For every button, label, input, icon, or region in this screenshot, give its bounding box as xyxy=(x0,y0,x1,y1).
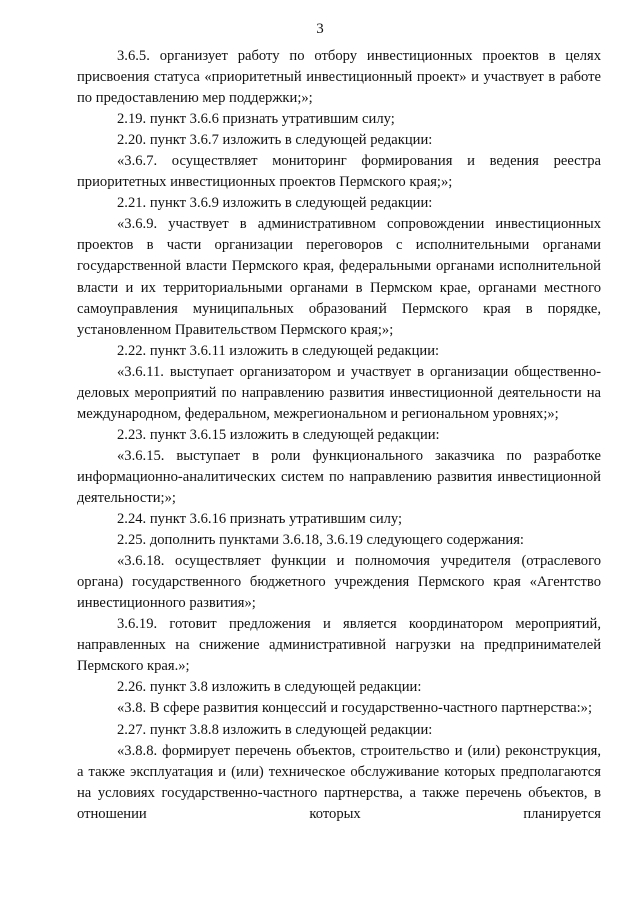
paragraph-2-20: 2.20. пункт 3.6.7 изложить в следующей редакции: xyxy=(117,132,433,149)
paragraph-2-25: 2.25. дополнить пунктами 3.6.18, 3.6.19 следующего содержания: xyxy=(117,532,524,549)
paragraph-2-21: 2.21. пункт 3.6.9 изложить в следующей редакции: xyxy=(117,195,433,212)
paragraph-2-22: 2.22. пункт 3.6.11 изложить в следующей редакции: xyxy=(117,342,440,359)
document-body xyxy=(77,46,601,825)
paragraph-2-19: 2.19. пункт 3.6.6 признать утратившим силу; xyxy=(117,111,395,128)
paragraph-3-8-8-text: «3.8.8. формирует перечень объектов, строительство и (или) реконструкция, а также эксплуатация и (или) техническое обслуживание которых предполагаются на условиях государственно-частного партнерства, а также перечень объектов, в отношении которых планируется xyxy=(77,742,601,822)
paragraph-3-6-19-text: 3.6.19. готовит предложения и является координатором мероприятий, направленных на снижение административной нагрузки на предпринимателей Пермского края.»; xyxy=(77,616,601,675)
paragraph-3-6-15-text: «3.6.15. выступает в роли функционального заказчика по разработке информационно-аналитических систем по направлению развития инвестиционной деятельности;»; xyxy=(77,447,601,506)
paragraph-3-6-11-text: «3.6.11. выступает организатором и участвует в организации общественно-деловых мероприятий по направлению развития инвестиционной деятельности на международном, федеральном, межрегиональном и региональном уровнях;»; xyxy=(77,363,601,422)
paragraph-2-23: 2.23. пункт 3.6.15 изложить в следующей редакции: xyxy=(117,426,440,443)
paragraph-2-24: 2.24. пункт 3.6.16 признать утратившим силу; xyxy=(117,511,403,528)
page-number: 3 xyxy=(316,21,324,37)
paragraph-2-27: 2.27. пункт 3.8.8 изложить в следующей редакции: xyxy=(117,721,433,738)
paragraph-2-26: 2.26. пункт 3.8 изложить в следующей редакции: xyxy=(117,679,422,696)
paragraph-3-6-18-text: «3.6.18. осуществляет функции и полномочия учредителя (отраслевого органа) государственного бюджетного учреждения Пермского края «Агентство инвестиционного развития»; xyxy=(77,553,601,612)
paragraph-3-6-5-text: 3.6.5. организует работу по отбору инвестиционных проектов в целях присвоения статуса «приоритетный инвестиционный проект» и участвует в работе по предоставлению мер поддержки;»; xyxy=(77,48,601,107)
paragraph-3-8-text: «3.8. В сфере развития концессий и государственно-частного партнерства:»; xyxy=(117,700,593,717)
paragraph-3-6-9-text: «3.6.9. участвует в административном сопровождении инвестиционных проектов в части организации переговоров с исполнительными органами государственной власти Пермского края, федеральными органами исполнительной власти и их территориальными органами в Пермском крае, органами местного самоуправления муниципальных образований Пермского края в порядке, установленном Правительством Пермского края;»; xyxy=(77,216,601,338)
paragraph-3-6-7-text: «3.6.7. осуществляет мониторинг формирования и ведения реестра приоритетных инвестиционных проектов Пермского края;»; xyxy=(77,153,601,191)
